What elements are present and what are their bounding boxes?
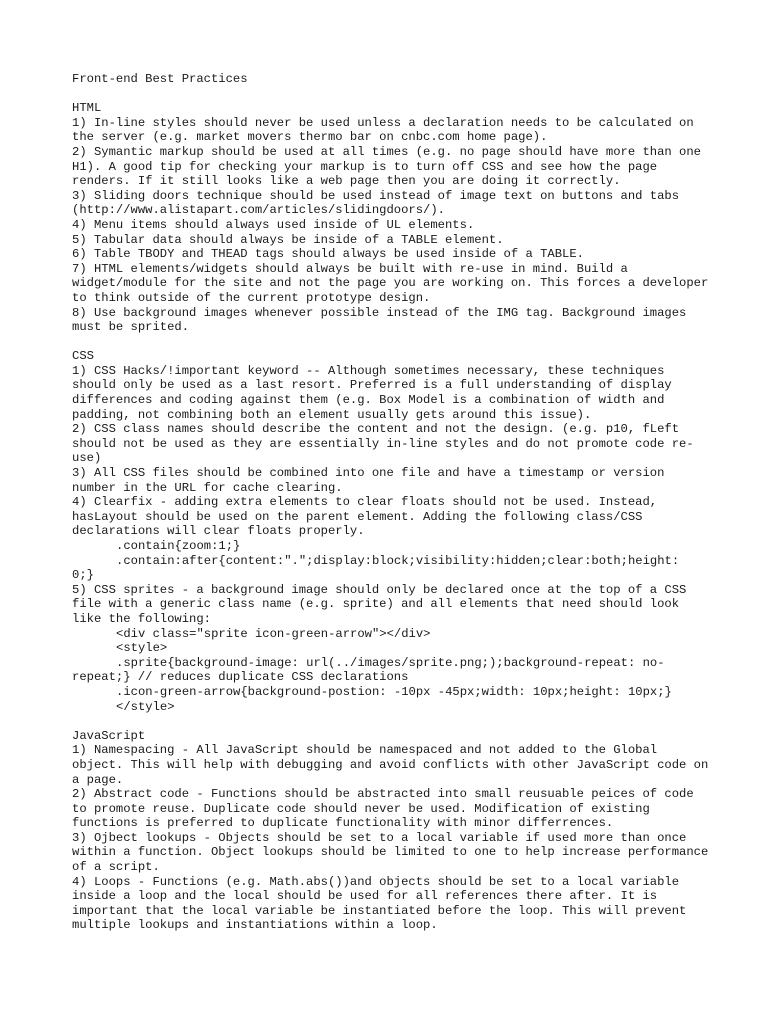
clearfix-code-line-1: .contain{zoom:1;} (116, 539, 241, 553)
js-item-1: 1) Namespacing - All JavaScript should be namespaced and not added to the Global object. This will help with debugging and avoid conflicts with other JavaScript code on a page. (72, 743, 709, 787)
sprite-code-line-6: </style> (116, 699, 175, 714)
html-item-2: 2) Symantic markup should be used at all times (e.g. no page should have more than one H1). A good tip for checking your markup is to turn off CSS and see how the page renders. If it still looks like a web page then you are doing it correctly. (72, 144, 701, 189)
document-page (72, 72, 712, 948)
css-item-3: 3) All CSS files should be combined into one file and have a timestamp or version number in the URL for cache clearing. (72, 466, 665, 495)
js-item-2: 2) Abstract code - Functions should be abstracted into small reusuable peices of code to promote reuse. Duplicate code should never be used. Modification of existing functions is preferred to duplicate functionality with minor differrences. (72, 787, 694, 831)
clearfix-code-line-3: 0;} (72, 568, 94, 583)
html-item-5: 5) Tabular data should always be inside of a TABLE element. (72, 232, 504, 247)
sprite-code-line-1: <div class="sprite icon-green-arrow"></div> (116, 626, 431, 641)
sprite-code-line-5: .icon-green-arrow{background-postion: -10px -45px;width: 10px;height: 10px;} (116, 684, 672, 699)
css-item-2: 2) CSS class names should describe the content and not the design. (e.g. p10, fLeft should not be used as they are essentially in-line styles and do not promote code re-use) (72, 422, 694, 466)
section-javascript (72, 729, 712, 933)
section-heading-javascript: JavaScript (72, 728, 146, 743)
section-heading-html: HTML (72, 101, 102, 116)
js-item-4: 4) Loops - Functions (e.g. Math.abs())and objects should be set to a local variable inside a loop and the local should be used for all references there after. It is important that the local variable be instantiated before the loop. This will prevent multiple lookups and instantiations within a loop. (72, 874, 687, 933)
sprite-code-line-3: .sprite{background-image: url(../images/sprite.png;);background-repeat: no- (116, 655, 665, 670)
section-html (72, 101, 712, 335)
html-item-1: 1) In-line styles should never be used unless a declaration needs to be calculated on the server (e.g. market movers thermo bar on cnbc.com home page). (72, 115, 694, 145)
sprite-code-line-2: <style> (116, 641, 168, 656)
js-item-3: 3) Ojbect lookups - Objects should be set to a local variable if used more than once within a function. Object lookups should be limited to one to help increase performance of a script. (72, 830, 709, 875)
html-item-3: 3) Sliding doors technique should be used instead of image text on buttons and tabs (http://www.alistapart.com/articles/slidingdoors/). (72, 188, 680, 218)
section-css (72, 349, 712, 714)
css-item-1: 1) CSS Hacks/!important keyword -- Although sometimes necessary, these techniques should only be used as a last resort. Preferred is a full understanding of display differences and coding against them (e.g. Box Model is a combination of width and padding, not combining both an element usually gets around this issue). (72, 363, 672, 422)
document-title: Front-end Best Practices (72, 72, 248, 86)
clearfix-code-line-2: .contain:after{content:".";display:block;visibility:hidden;clear:both;height: (116, 553, 680, 568)
html-item-4: 4) Menu items should always used inside of UL elements. (72, 217, 475, 232)
section-heading-css: CSS (72, 349, 94, 364)
sprite-code-line-4: repeat;} // reduces duplicate CSS declarations (72, 670, 409, 685)
html-item-8: 8) Use background images whenever possible instead of the IMG tag. Background images must be sprited. (72, 305, 687, 335)
html-item-7: 7) HTML elements/widgets should always be built with re-use in mind. Build a widget/module for the site and not the page you are working on. This forces a developer to think outside of the current prototype design. (72, 261, 709, 305)
css-item-5: 5) CSS sprites - a background image should only be declared once at the top of a CSS file with a generic class name (e.g. sprite) and all elements that need should look like the following: (72, 582, 687, 626)
html-item-6: 6) Table TBODY and THEAD tags should always be used inside of a TABLE. (72, 247, 584, 262)
css-item-4: 4) Clearfix - adding extra elements to clear floats should not be used. Instead, hasLayout should be used on the parent element. Adding the following class/CSS declarations will clear floats properly. (72, 495, 658, 539)
